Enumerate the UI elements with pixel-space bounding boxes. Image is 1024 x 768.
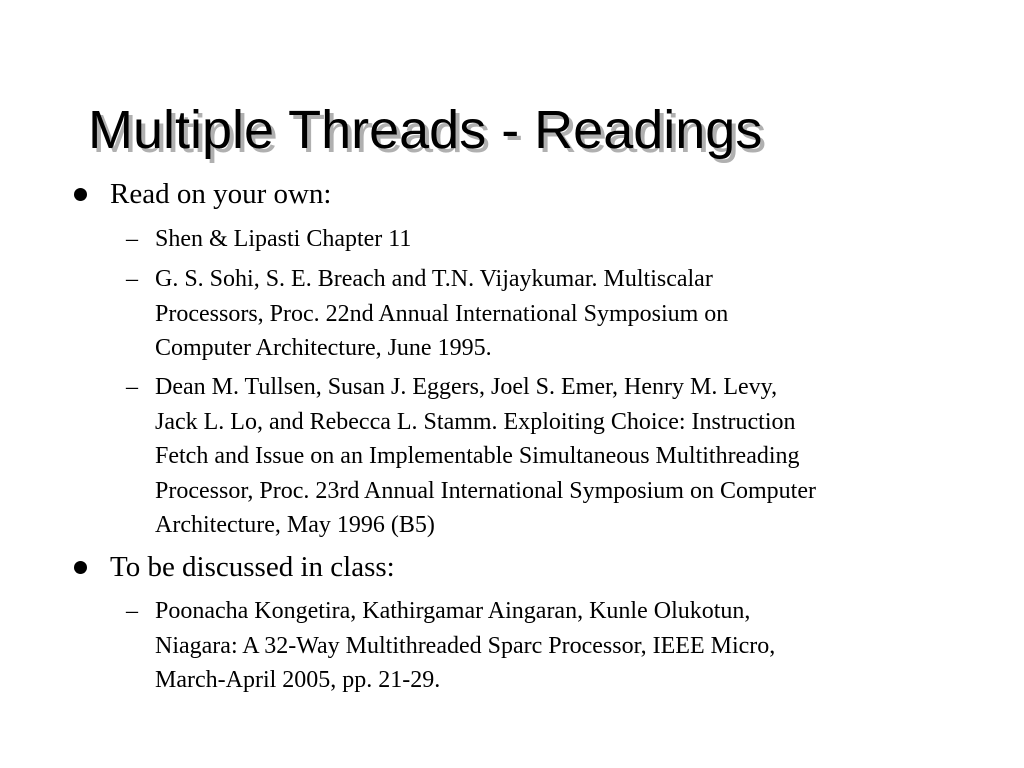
bullet-dot-icon xyxy=(74,561,87,574)
bullet-text: To be discussed in class: xyxy=(110,551,395,583)
sub-item-line: G. S. Sohi, S. E. Breach and T.N. Vijaykumar. Multiscalar xyxy=(155,266,713,292)
slide-title: Multiple Threads - Readings xyxy=(88,100,763,160)
dash-icon: – xyxy=(126,374,138,400)
sub-item-line: Architecture, May 1996 (B5) xyxy=(155,512,435,538)
sub-item-line: Niagara: A 32-Way Multithreaded Sparc Processor, IEEE Micro, xyxy=(155,632,776,659)
sub-item-line: Poonacha Kongetira, Kathirgamar Aingaran, Kunle Olukotun, xyxy=(155,598,751,624)
dash-icon: – xyxy=(126,266,138,292)
sub-item-text xyxy=(155,262,955,366)
bullet-dot-icon xyxy=(74,188,87,201)
sub-item-text xyxy=(155,370,955,543)
bullet-text: Read on your own: xyxy=(110,178,332,210)
sub-item-line: Dean M. Tullsen, Susan J. Eggers, Joel S. Emer, Henry M. Levy, xyxy=(155,374,778,400)
dash-icon: – xyxy=(126,598,138,624)
sub-item-text xyxy=(155,594,955,698)
sub-item-line: Computer Architecture, June 1995. xyxy=(155,335,492,361)
sub-item-line: Processors, Proc. 22nd Annual International Symposium on xyxy=(155,300,729,327)
sub-item-line: Fetch and Issue on an Implementable Simultaneous Multithreading xyxy=(155,443,800,469)
sub-item-text xyxy=(155,222,955,257)
dash-icon: – xyxy=(126,226,138,252)
sub-item-line: Shen & Lipasti Chapter 11 xyxy=(155,226,412,252)
sub-item-line: March-April 2005, pp. 21-29. xyxy=(155,667,441,693)
sub-item-line: Jack L. Lo, and Rebecca L. Stamm. Exploiting Choice: Instruction xyxy=(155,408,796,435)
sub-item-line: Processor, Proc. 23rd Annual International Symposium on Computer xyxy=(155,477,816,504)
